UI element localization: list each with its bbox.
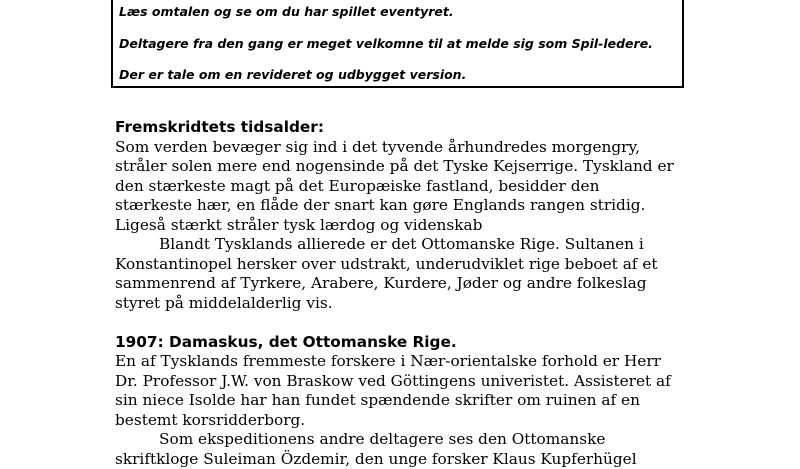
notice-line: Der er tale om en revideret og udbygget version. — [119, 67, 466, 82]
paragraph-line: En af Tysklands fremmeste forskere i Nær-orientalske forhold er Herr — [115, 352, 715, 372]
paragraph-line: sin niece Isolde har han fundet spændende skrifter om ruinen af en — [115, 391, 715, 411]
paragraph-line: stråler solen mere end nogensinde på det Tyske Kejserrige. Tyskland er — [115, 157, 715, 177]
paragraph-line: skriftkloge Suleiman Özdemir, den unge forsker Klaus Kupferhügel — [115, 450, 715, 469]
paragraph-line: Konstantinopel hersker over udstrakt, underudviklet rige beboet af et — [115, 255, 715, 275]
section-heading: 1907: Damaskus, det Ottomanske Rige. — [115, 333, 715, 353]
section-heading: Fremskridtets tidsalder: — [115, 118, 715, 138]
paragraph-line: Som ekspeditionens andre deltagere ses den Ottomanske — [115, 430, 715, 450]
paragraph-gap — [115, 313, 715, 333]
paragraph-line: styret på middelalderlig vis. — [115, 294, 715, 314]
paragraph-line: den stærkeste magt på det Europæiske fastland, besidder den — [115, 177, 715, 197]
paragraph-line: sammenrend af Tyrkere, Arabere, Kurdere, Jøder og andre folkeslag — [115, 274, 715, 294]
notice-line: Deltagere fra den gang er meget velkomne til at melde sig som Spil-ledere. — [119, 36, 653, 51]
article-body — [115, 118, 715, 469]
paragraph-line: bestemt korsridderborg. — [115, 411, 715, 431]
paragraph-line: Dr. Professor J.W. von Braskow ved Göttingens univeristet. Assisteret af — [115, 372, 715, 392]
paragraph-line: Ligeså stærkt stråler tysk lærdog og videnskab — [115, 216, 715, 236]
paragraph-line: stærkeste hær, en flåde der snart kan gøre Englands rangen stridig. — [115, 196, 715, 216]
paragraph-line: Som verden bevæger sig ind i det tyvende århundredes morgengry, — [115, 138, 715, 158]
notice-line: Læs omtalen og se om du har spillet eventyret. — [119, 4, 454, 19]
notice-box — [111, 0, 684, 88]
paragraph-line: Blandt Tysklands allierede er det Ottomanske Rige. Sultanen i — [115, 235, 715, 255]
